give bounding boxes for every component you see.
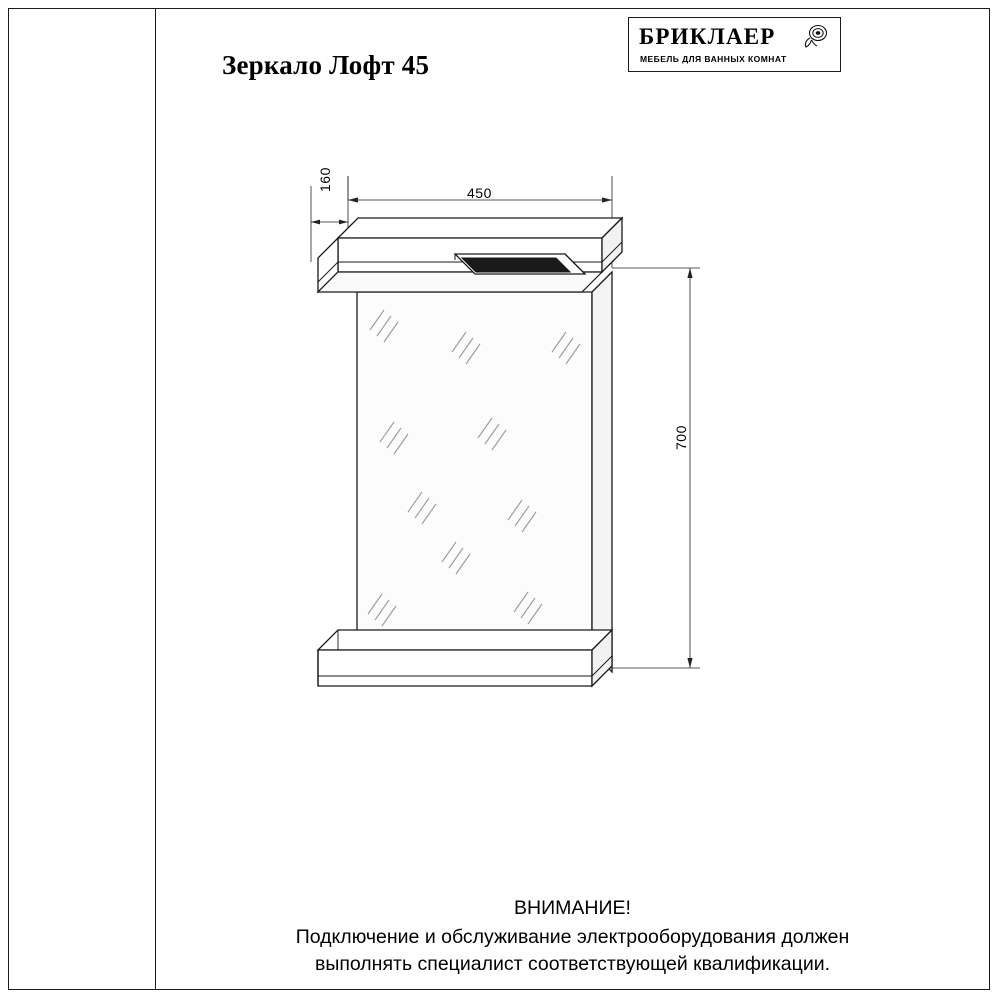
- brand-logo: [628, 17, 841, 72]
- page-title: Зеркало Лофт 45: [222, 50, 430, 80]
- warning-line-2: выполнять специалист соответствующей квалификации.: [314, 953, 831, 975]
- dimension-depth-label: 160: [317, 167, 333, 192]
- dimension-height-label: 700: [673, 425, 689, 450]
- brand-tagline: МЕБЕЛЬ ДЛЯ ВАННЫХ КОМНАТ: [640, 54, 787, 64]
- rose-icon: [803, 24, 831, 49]
- warning-line-1: Подключение и обслуживание электрооборудования должен: [295, 926, 850, 948]
- warning-note: [155, 895, 990, 978]
- warning-heading: ВНИМАНИЕ!: [514, 897, 631, 919]
- page-frame-margin-line: [155, 8, 156, 990]
- brand-name: БРИКЛАЕР: [639, 24, 776, 49]
- dimension-width-label: 450: [467, 185, 492, 201]
